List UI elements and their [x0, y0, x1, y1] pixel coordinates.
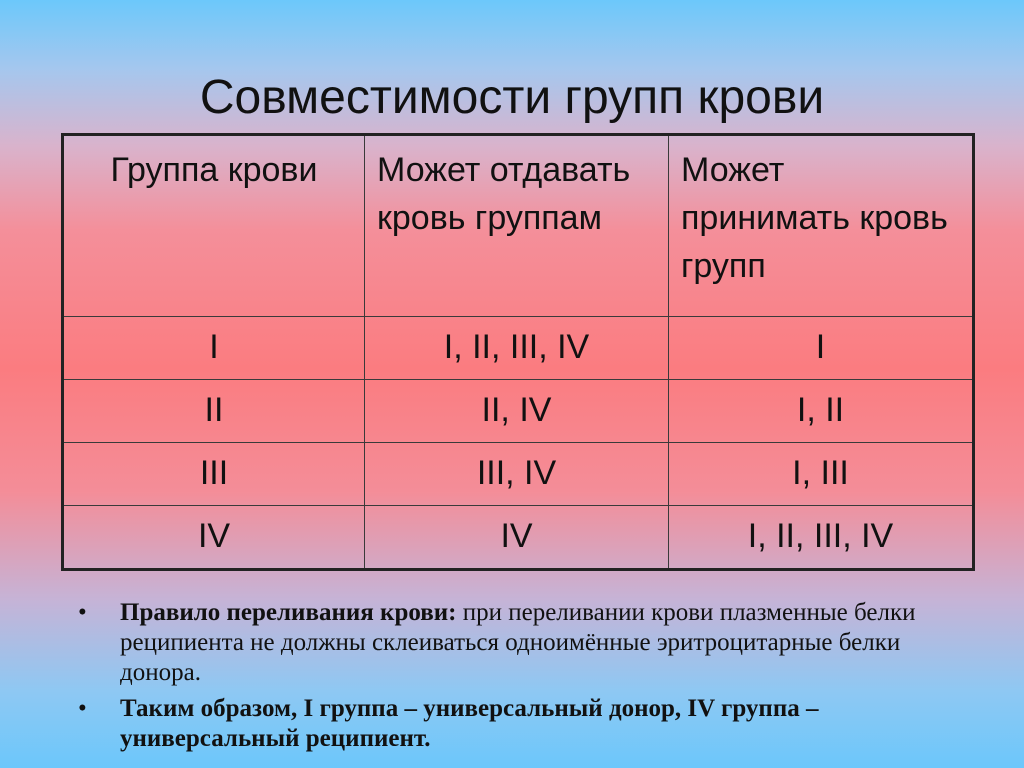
bullet-transfusion-rule: [78, 598, 978, 688]
bullet-marker: •: [78, 695, 87, 722]
cell-receives-from: I, III: [669, 442, 974, 505]
bullet-text: при переливании крови плазменные белки реципиента не должны склеиваться одноимённые эритроцитарные белки донора.: [120, 599, 916, 686]
blood-compatibility-table: [61, 133, 975, 571]
header-can-receive: Может принимать кровь групп: [669, 135, 974, 317]
cell-donates-to: I, II, III, IV: [365, 317, 669, 380]
cell-receives-from: I, II, III, IV: [669, 505, 974, 569]
bullet-bold-text: Правило переливания крови:: [120, 599, 457, 626]
cell-group: III: [63, 442, 365, 505]
cell-receives-from: I: [669, 317, 974, 380]
cell-receives-from: I, II: [669, 379, 974, 442]
header-can-donate: Может отдавать кровь группам: [365, 135, 669, 317]
table-header-row: [63, 135, 974, 317]
table-row: [63, 379, 974, 442]
cell-donates-to: II, IV: [365, 379, 669, 442]
slide-title: Совместимости групп крови: [199, 71, 825, 124]
bullet-bold-text: Таким образом, I группа – универсальный донор, IV группа – универсальный реципиент.: [120, 695, 819, 752]
table-row: [63, 317, 974, 380]
table-row: [63, 505, 974, 569]
cell-group: I: [63, 317, 365, 380]
cell-group: II: [63, 379, 365, 442]
cell-donates-to: IV: [365, 505, 669, 569]
bullet-marker: •: [78, 599, 87, 626]
table-row: [63, 442, 974, 505]
cell-group: IV: [63, 505, 365, 569]
bullet-universal-donor: [78, 694, 978, 754]
bullet-list: [78, 598, 978, 760]
cell-donates-to: III, IV: [365, 442, 669, 505]
header-blood-group: Группа крови: [63, 135, 365, 317]
